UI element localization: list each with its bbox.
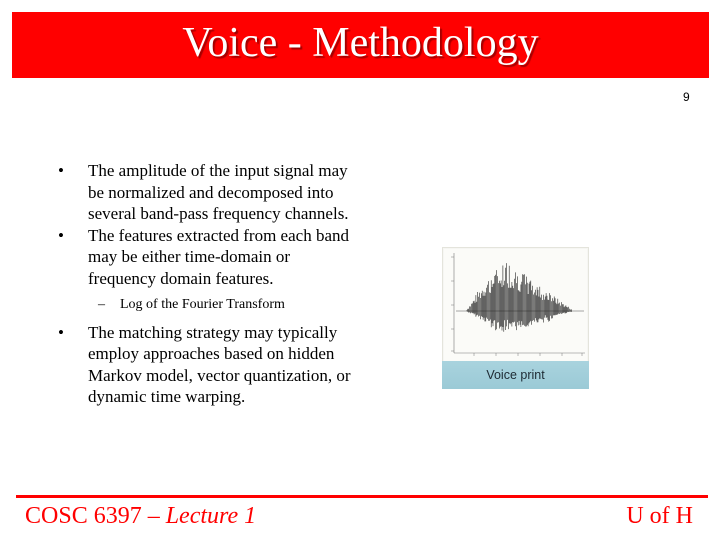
bullet-item	[58, 160, 358, 225]
slide-content	[58, 160, 358, 408]
waveform-image	[444, 249, 587, 361]
footer-course-code: COSC 6397 –	[25, 503, 160, 529]
footer-course	[25, 504, 256, 528]
bullet-item	[58, 322, 358, 408]
title-bar	[12, 12, 709, 78]
bullet-dot: •	[58, 161, 64, 180]
slide-title: Voice - Methodology	[182, 20, 539, 66]
footer-lecture: Lecture 1	[165, 503, 257, 529]
figure-caption: Voice print	[442, 361, 589, 389]
sub-bullet-dash: –	[98, 296, 105, 312]
bullet-text: The amplitude of the input signal may be normalized and decomposed into several band-pass frequency channels.	[88, 161, 349, 224]
footer-institution: U of H	[626, 503, 693, 529]
sub-bullet-item	[58, 296, 358, 314]
bullet-dot: •	[58, 322, 64, 342]
bullet-text: The features extracted from each band may be either time-domain or frequency domain features.	[88, 225, 349, 288]
sub-bullet-text: Log of the Fourier Transform	[120, 296, 285, 312]
bullet-item	[58, 225, 358, 290]
bullet-dot: •	[58, 225, 64, 245]
footer-rule	[16, 495, 708, 498]
slide-number: 9	[683, 90, 690, 104]
bullet-text: The matching strategy may typically employ approaches based on hidden Markov model, vector quantization, or dynamic time warping.	[88, 322, 351, 407]
voice-print-figure	[442, 247, 589, 389]
